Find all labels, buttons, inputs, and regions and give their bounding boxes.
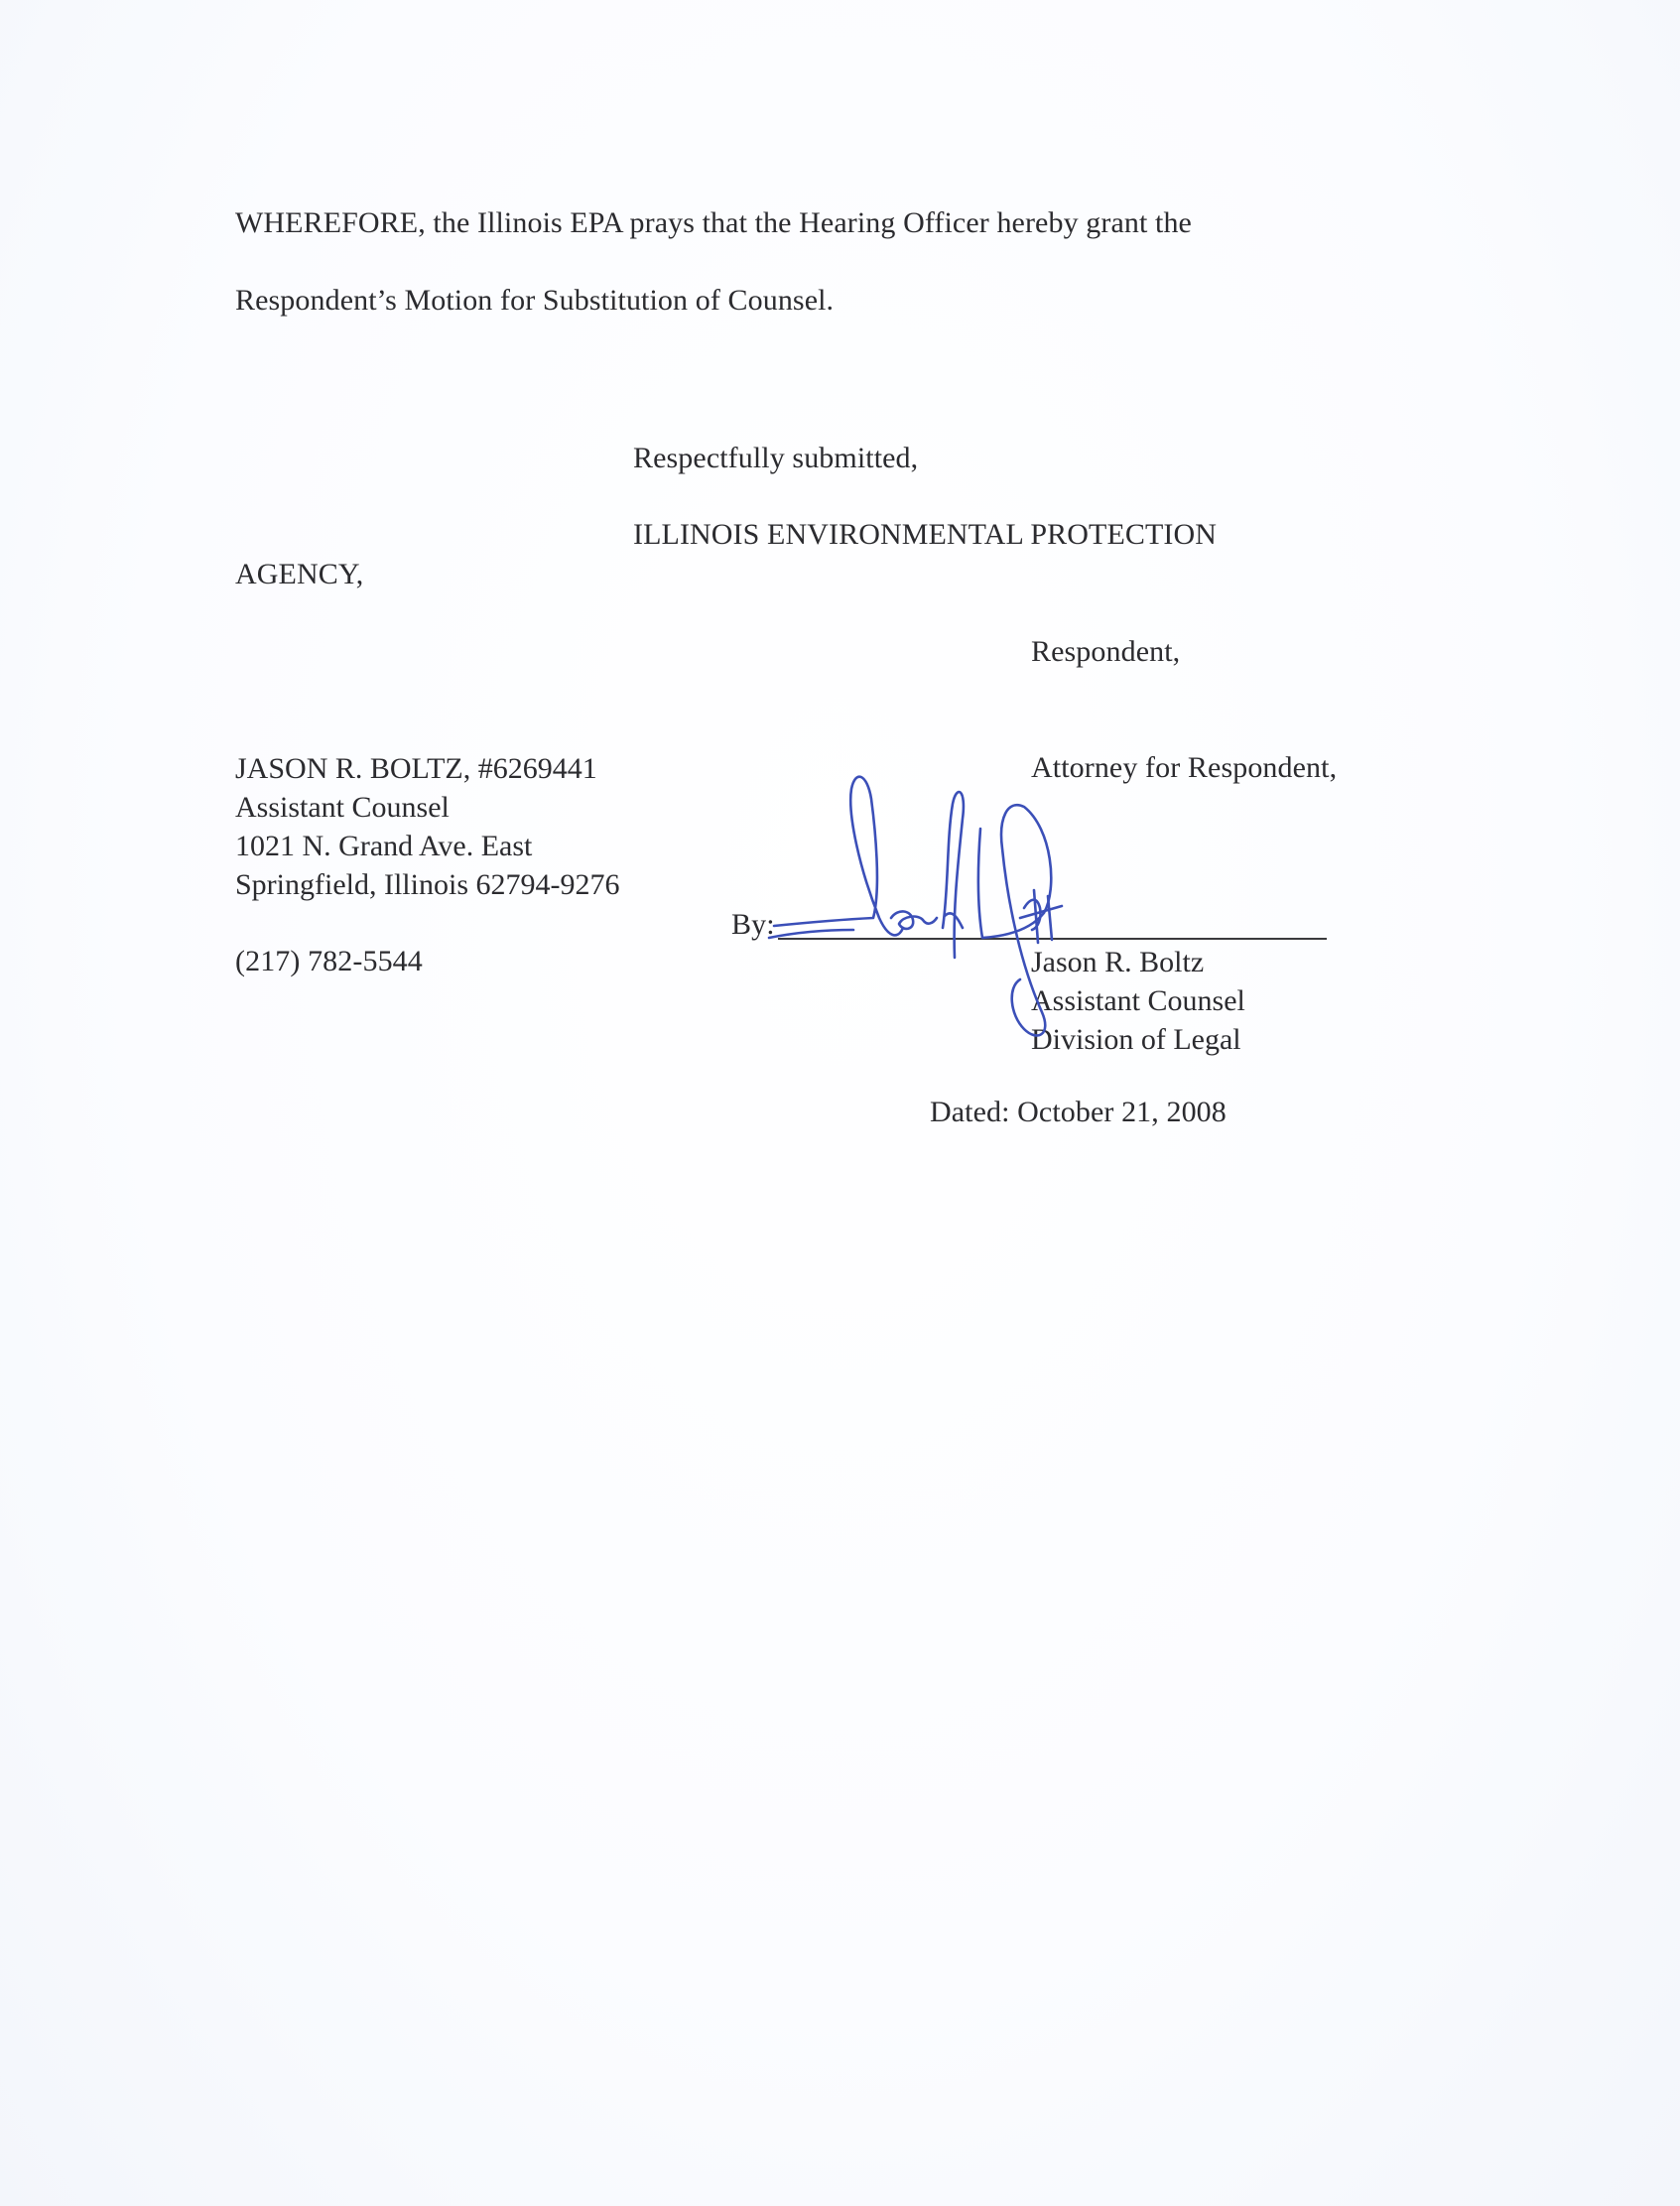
agency-name-line-1: ILLINOIS ENVIRONMENTAL PROTECTION (633, 518, 1218, 551)
handwritten-signature (764, 769, 1141, 1067)
signer-name: Jason R. Boltz (1031, 946, 1205, 978)
attorney-city: Springfield, Illinois 62794-9276 (235, 868, 620, 901)
signer-title: Assistant Counsel (1031, 984, 1245, 1017)
wherefore-line-1: WHEREFORE, the Illinois EPA prays that the Hearing Officer hereby grant the (235, 206, 1192, 239)
attorney-for-respondent-label: Attorney for Respondent, (1031, 751, 1338, 784)
agency-name-line-2: AGENCY, (235, 558, 364, 590)
attorney-name-bar: JASON R. BOLTZ, #6269441 (235, 752, 597, 785)
by-label: By: (731, 908, 775, 941)
dated-line: Dated: October 21, 2008 (930, 1096, 1227, 1128)
attorney-street: 1021 N. Grand Ave. East (235, 830, 533, 862)
attorney-title: Assistant Counsel (235, 791, 450, 824)
wherefore-line-2: Respondent’s Motion for Substitution of Counsel. (235, 284, 835, 317)
attorney-address-block (235, 749, 619, 904)
closing-text: Respectfully submitted, (633, 442, 919, 474)
respondent-label: Respondent, (1031, 635, 1181, 668)
signer-division: Division of Legal (1031, 1023, 1241, 1056)
attorney-phone: (217) 782-5544 (235, 945, 423, 977)
